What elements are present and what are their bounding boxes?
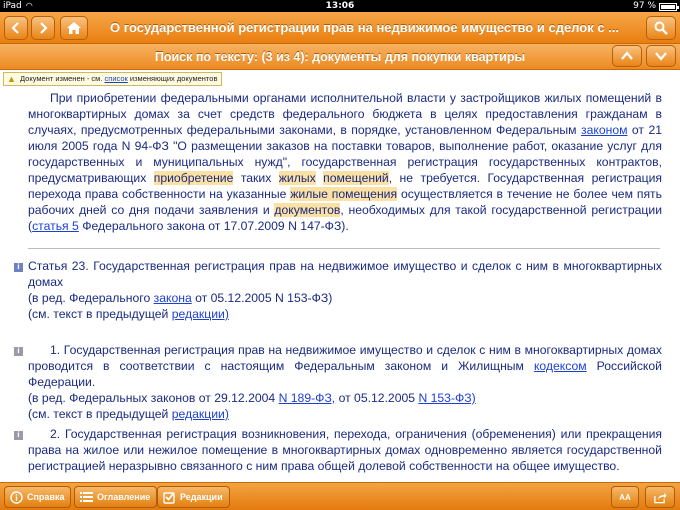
article-23-item-2 bbox=[28, 426, 662, 474]
chevron-right-icon bbox=[38, 22, 48, 34]
search-highlight: помещений bbox=[323, 171, 389, 185]
font-size-icon: AA bbox=[619, 492, 631, 502]
text-run: таких bbox=[233, 171, 279, 185]
previous-edition-link[interactable]: редакции) bbox=[171, 307, 229, 321]
device-label: iPad bbox=[3, 1, 22, 11]
navigation-bar bbox=[0, 12, 680, 44]
warning-icon: ▲ bbox=[7, 74, 16, 84]
help-button[interactable] bbox=[4, 486, 71, 508]
article-23 bbox=[28, 258, 662, 322]
info-marker-icon[interactable]: i bbox=[14, 263, 23, 272]
previous-result-button[interactable] bbox=[612, 45, 642, 67]
list-icon bbox=[79, 490, 93, 504]
search-highlight: приобретение bbox=[153, 171, 234, 185]
warning-suffix: изменяющих документов bbox=[129, 74, 218, 83]
search-highlight: жилых bbox=[278, 171, 316, 185]
text-run: (см. текст в предыдущей bbox=[28, 307, 172, 321]
document-changed-warning bbox=[3, 72, 222, 86]
document-title: О государственной регистрации прав на недвижимое имущество и сделок с ... bbox=[110, 20, 619, 35]
wifi-icon: ◠ bbox=[25, 1, 33, 10]
bottom-toolbar bbox=[0, 482, 680, 510]
font-size-button[interactable] bbox=[611, 486, 639, 508]
battery-label: 97 % bbox=[633, 1, 656, 11]
chevron-up-icon bbox=[621, 51, 633, 61]
text-run: При приобретении федеральными органами исполнительной власти у застройщиков жилых помещений в многоквартирных домах за счет средств федерального бюджета в целях предоставления гражданам в случаях, предусмотренных федеральными законами, в порядке, установленном Федеральным bbox=[28, 91, 662, 137]
section-divider bbox=[28, 248, 660, 249]
next-result-button[interactable] bbox=[646, 45, 676, 67]
text-run: (см. текст в предыдущей bbox=[28, 407, 172, 421]
text-run: , необходимых для такой государственной регистрации ( bbox=[28, 203, 663, 233]
article-23-item-1-editions bbox=[28, 390, 662, 422]
battery-fill bbox=[661, 5, 675, 9]
editions-icon bbox=[162, 490, 176, 504]
law-189-link[interactable]: N 189-ФЗ, bbox=[278, 391, 336, 405]
document-body bbox=[0, 88, 680, 482]
share-button[interactable] bbox=[645, 486, 675, 508]
editions-label: Редакции bbox=[180, 492, 223, 502]
editions-button[interactable] bbox=[157, 486, 230, 508]
status-time: 13:06 bbox=[325, 1, 355, 11]
code-link[interactable]: кодексом bbox=[533, 359, 587, 373]
status-bar bbox=[0, 0, 680, 12]
text-run: , не требуется. Государственная регистрация перехода права собственности на указанные bbox=[28, 171, 663, 201]
search-results-bar bbox=[0, 44, 680, 70]
search-highlight: жилые помещения bbox=[290, 187, 398, 201]
text-run: (в ред. Федеральных законов от 29.12.2004 bbox=[28, 391, 279, 405]
share-icon bbox=[653, 490, 667, 504]
home-icon bbox=[66, 21, 82, 35]
text-run: Российской Федерации. bbox=[28, 359, 662, 389]
forward-button[interactable] bbox=[31, 16, 55, 40]
paragraph-purchase bbox=[28, 90, 662, 234]
text-run: осуществляется в течение не более чем пять рабочих дней со дня подачи заявления и bbox=[28, 187, 662, 217]
warning-prefix: Документ изменен - см. bbox=[20, 74, 103, 83]
contents-label: Оглавление bbox=[97, 492, 151, 502]
info-marker-icon[interactable]: i bbox=[14, 431, 23, 440]
edition-law-link[interactable]: закона bbox=[153, 291, 192, 305]
info-marker-icon[interactable]: i bbox=[14, 347, 23, 356]
text-run: от 05.12.2005 bbox=[335, 391, 419, 405]
help-label: Справка bbox=[27, 492, 65, 502]
contents-button[interactable] bbox=[74, 486, 157, 508]
battery-icon bbox=[659, 3, 677, 11]
text-run: от 21 июля 2005 года N 94-ФЗ "О размещении заказов на поставки товаров, выполнение работ, оказание услуг для государственных и муниципальных нужд", государственная регистрация государственных контрактов, предусматривающих bbox=[28, 123, 662, 185]
text-run: (в ред. Федерального bbox=[28, 291, 154, 305]
back-button[interactable] bbox=[4, 16, 28, 40]
home-button[interactable] bbox=[60, 16, 88, 40]
search-results-label: Поиск по тексту: (3 из 4): документы для покупки квартиры bbox=[154, 50, 526, 64]
text-run: от 05.12.2005 N 153-ФЗ) bbox=[191, 291, 333, 305]
chevron-down-icon bbox=[655, 51, 667, 61]
search-icon bbox=[654, 21, 668, 35]
article-23-item-1 bbox=[28, 342, 662, 390]
previous-edition-link[interactable]: редакции) bbox=[171, 407, 229, 421]
text-run: 1. Государственная регистрация прав на недвижимое имущество и сделок с ним в многоквартирных домах проводится в соответствии с настоящим Федеральным законом и Жилищным bbox=[28, 343, 662, 373]
article-5-link[interactable]: статья 5 bbox=[32, 219, 79, 233]
law-153-link[interactable]: N 153-ФЗ) bbox=[418, 391, 476, 405]
text-run: Федерального закона от 17.07.2009 N 147-ФЗ). bbox=[78, 219, 349, 233]
search-highlight: документов bbox=[274, 203, 341, 217]
search-button[interactable] bbox=[646, 16, 676, 40]
chevron-left-icon bbox=[11, 22, 21, 34]
item-text: 2. Государственная регистрация возникновения, перехода, ограничения (обременения) или прекращения права на жилое или нежилое помещение в многоквартирных домах одновременно является государственной регистрацией неразрывно связанного с ним права общей долевой собственности на общее имущество. bbox=[28, 427, 662, 473]
article-heading: Статья 23. Государственная регистрация прав на недвижимое имущество и сделок с ним в многоквартирных домах bbox=[28, 259, 662, 289]
info-icon bbox=[9, 490, 23, 504]
changing-documents-link[interactable]: список bbox=[104, 74, 128, 83]
law-link[interactable]: законом bbox=[580, 123, 628, 137]
